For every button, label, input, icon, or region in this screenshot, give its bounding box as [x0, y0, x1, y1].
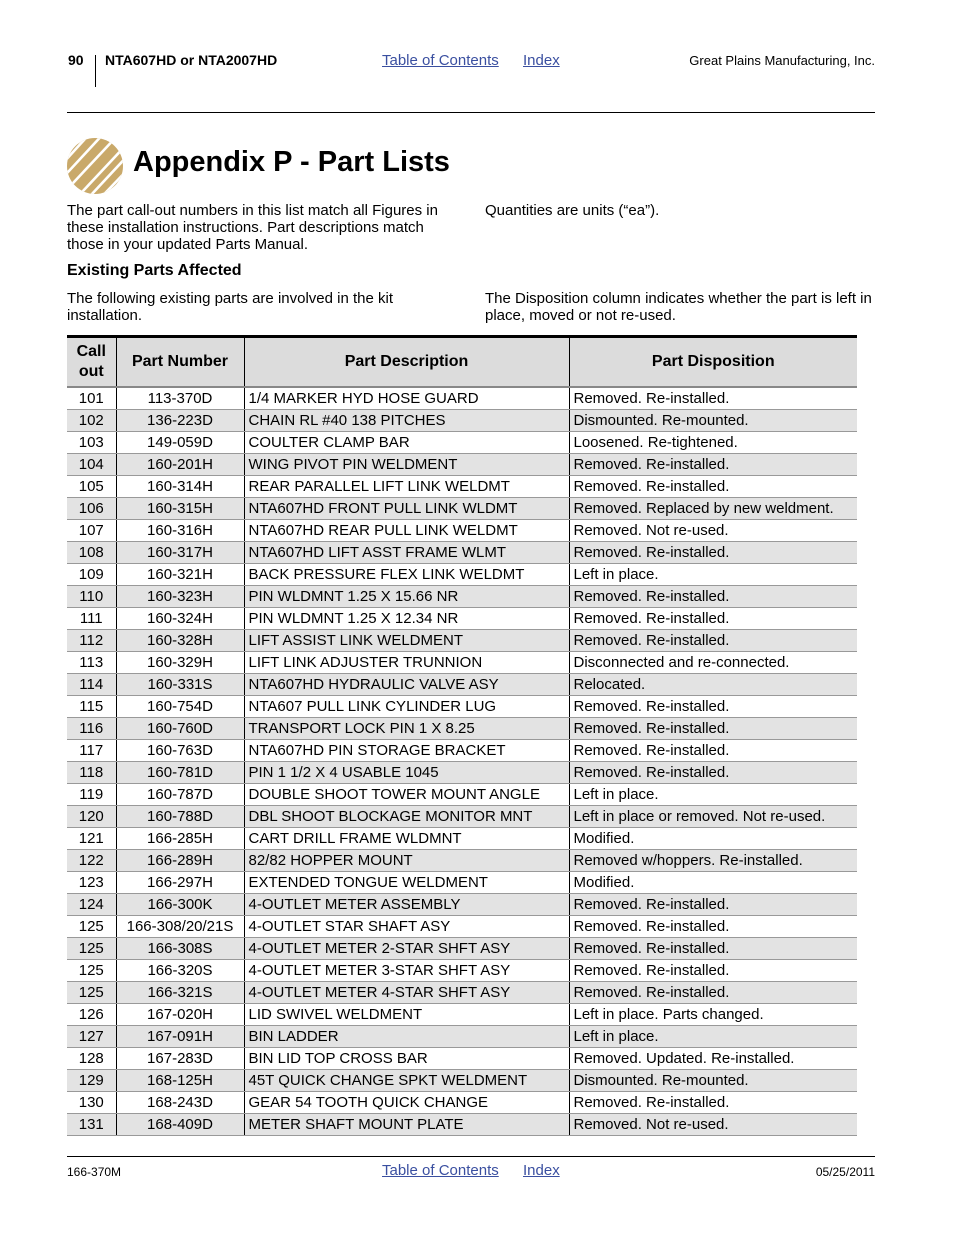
cell-part-number: 160-763D	[116, 740, 244, 762]
cell-part-number: 166-320S	[116, 960, 244, 982]
table-row	[67, 498, 857, 520]
cell-callout: 125	[67, 982, 116, 1004]
cell-part-number: 160-331S	[116, 674, 244, 696]
cell-description: 4-OUTLET METER 3-STAR SHFT ASY	[244, 960, 569, 982]
footer-rule	[67, 1156, 875, 1157]
table-row	[67, 1114, 857, 1136]
cell-part-number: 160-329H	[116, 652, 244, 674]
header-description: Part Description	[244, 337, 569, 388]
cell-disposition: Removed. Replaced by new weldment.	[569, 498, 857, 520]
table-row	[67, 696, 857, 718]
table-header-row	[67, 337, 857, 388]
cell-disposition: Disconnected and re-connected.	[569, 652, 857, 674]
cell-part-number: 149-059D	[116, 432, 244, 454]
table-row	[67, 387, 857, 410]
cell-callout: 122	[67, 850, 116, 872]
cell-disposition: Relocated.	[569, 674, 857, 696]
cell-description: TRANSPORT LOCK PIN 1 X 8.25	[244, 718, 569, 740]
cell-description: 4-OUTLET METER ASSEMBLY	[244, 894, 569, 916]
cell-disposition: Removed. Not re-used.	[569, 520, 857, 542]
cell-part-number: 160-317H	[116, 542, 244, 564]
cell-disposition: Removed. Re-installed.	[569, 586, 857, 608]
cell-disposition: Removed. Re-installed.	[569, 916, 857, 938]
table-row	[67, 806, 857, 828]
header-callout: Call out	[67, 337, 116, 388]
cell-callout: 102	[67, 410, 116, 432]
cell-disposition: Left in place or removed. Not re-used.	[569, 806, 857, 828]
cell-part-number: 160-754D	[116, 696, 244, 718]
header-rule	[67, 112, 875, 113]
cell-disposition: Removed. Re-installed.	[569, 740, 857, 762]
cell-callout: 110	[67, 586, 116, 608]
cell-callout: 112	[67, 630, 116, 652]
model-title: NTA607HD or NTA2007HD	[105, 52, 278, 68]
page-title: Appendix P - Part Lists	[133, 146, 450, 178]
cell-description: GEAR 54 TOOTH QUICK CHANGE	[244, 1092, 569, 1114]
cell-part-number: 160-323H	[116, 586, 244, 608]
cell-description: REAR PARALLEL LIFT LINK WELDMT	[244, 476, 569, 498]
cell-part-number: 113-370D	[116, 387, 244, 410]
cell-description: 45T QUICK CHANGE SPKT WELDMENT	[244, 1070, 569, 1092]
cell-disposition: Removed w/hoppers. Re-installed.	[569, 850, 857, 872]
cell-callout: 118	[67, 762, 116, 784]
cell-disposition: Removed. Re-installed.	[569, 454, 857, 476]
cell-disposition: Dismounted. Re-mounted.	[569, 410, 857, 432]
cell-description: NTA607HD PIN STORAGE BRACKET	[244, 740, 569, 762]
table-row	[67, 674, 857, 696]
cell-disposition: Removed. Re-installed.	[569, 960, 857, 982]
cell-disposition: Loosened. Re-tightened.	[569, 432, 857, 454]
cell-callout: 113	[67, 652, 116, 674]
cell-description: PIN WLDMNT 1.25 X 15.66 NR	[244, 586, 569, 608]
cell-part-number: 166-308/20/21S	[116, 916, 244, 938]
cell-disposition: Left in place.	[569, 784, 857, 806]
index-link-bottom[interactable]: Index	[523, 1162, 560, 1179]
cell-callout: 105	[67, 476, 116, 498]
cell-description: 1/4 MARKER HYD HOSE GUARD	[244, 387, 569, 410]
cell-callout: 108	[67, 542, 116, 564]
table-row	[67, 850, 857, 872]
toc-link-bottom[interactable]: Table of Contents	[382, 1162, 499, 1179]
table-row	[67, 960, 857, 982]
cell-disposition: Removed. Re-installed.	[569, 476, 857, 498]
cell-part-number: 166-300K	[116, 894, 244, 916]
table-row	[67, 630, 857, 652]
cell-part-number: 160-787D	[116, 784, 244, 806]
intro-left: The part call-out numbers in this list match all Figures in these installation instructions. Part descriptions match those in your updated Parts Manual.	[67, 202, 438, 253]
company-name: Great Plains Manufacturing, Inc.	[689, 53, 875, 68]
parts-table	[67, 335, 857, 1136]
cell-callout: 129	[67, 1070, 116, 1092]
cell-callout: 119	[67, 784, 116, 806]
table-row	[67, 784, 857, 806]
cell-description: LIFT ASSIST LINK WELDMENT	[244, 630, 569, 652]
table-row	[67, 652, 857, 674]
cell-disposition: Removed. Re-installed.	[569, 718, 857, 740]
cell-callout: 120	[67, 806, 116, 828]
cell-part-number: 160-781D	[116, 762, 244, 784]
cell-description: DOUBLE SHOOT TOWER MOUNT ANGLE	[244, 784, 569, 806]
table-row	[67, 938, 857, 960]
cell-part-number: 160-324H	[116, 608, 244, 630]
table-row	[67, 410, 857, 432]
cell-description: NTA607 PULL LINK CYLINDER LUG	[244, 696, 569, 718]
cell-callout: 128	[67, 1048, 116, 1070]
cell-disposition: Removed. Re-installed.	[569, 982, 857, 1004]
cell-callout: 106	[67, 498, 116, 520]
header-disposition: Part Disposition	[569, 337, 857, 388]
cell-part-number: 167-091H	[116, 1026, 244, 1048]
cell-callout: 121	[67, 828, 116, 850]
cell-part-number: 136-223D	[116, 410, 244, 432]
table-row	[67, 1048, 857, 1070]
cell-callout: 130	[67, 1092, 116, 1114]
cell-disposition: Removed. Re-installed.	[569, 938, 857, 960]
cell-callout: 116	[67, 718, 116, 740]
cell-description: NTA607HD REAR PULL LINK WELDMT	[244, 520, 569, 542]
table-row	[67, 608, 857, 630]
cell-callout: 104	[67, 454, 116, 476]
cell-description: PIN 1 1/2 X 4 USABLE 1045	[244, 762, 569, 784]
table-row	[67, 542, 857, 564]
table-row	[67, 916, 857, 938]
cell-disposition: Modified.	[569, 828, 857, 850]
cell-disposition: Removed. Re-installed.	[569, 894, 857, 916]
cell-disposition: Modified.	[569, 872, 857, 894]
cell-disposition: Removed. Re-installed.	[569, 696, 857, 718]
cell-description: PIN WLDMNT 1.25 X 12.34 NR	[244, 608, 569, 630]
table-row	[67, 476, 857, 498]
cell-description: WING PIVOT PIN WELDMENT	[244, 454, 569, 476]
intro-right: Quantities are units (“ea”).	[485, 202, 660, 219]
cell-disposition: Removed. Re-installed.	[569, 608, 857, 630]
table-row	[67, 454, 857, 476]
section-heading: Existing Parts Affected	[67, 262, 242, 279]
cell-part-number: 167-283D	[116, 1048, 244, 1070]
cell-callout: 117	[67, 740, 116, 762]
cell-disposition: Dismounted. Re-mounted.	[569, 1070, 857, 1092]
cell-disposition: Left in place.	[569, 1026, 857, 1048]
cell-description: METER SHAFT MOUNT PLATE	[244, 1114, 569, 1136]
cell-part-number: 160-788D	[116, 806, 244, 828]
cell-part-number: 167-020H	[116, 1004, 244, 1026]
cell-callout: 125	[67, 960, 116, 982]
footer-date: 05/25/2011	[815, 1165, 875, 1179]
cell-description: CART DRILL FRAME WLDMNT	[244, 828, 569, 850]
cell-callout: 125	[67, 916, 116, 938]
cell-callout: 131	[67, 1114, 116, 1136]
doc-number: 166-370M	[67, 1165, 122, 1179]
cell-callout: 111	[67, 608, 116, 630]
cell-callout: 101	[67, 387, 116, 410]
great-plains-logo-icon	[66, 137, 124, 195]
cell-disposition: Removed. Re-installed.	[569, 630, 857, 652]
cell-description: 82/82 HOPPER MOUNT	[244, 850, 569, 872]
cell-part-number: 160-760D	[116, 718, 244, 740]
cell-callout: 103	[67, 432, 116, 454]
cell-description: 4-OUTLET METER 2-STAR SHFT ASY	[244, 938, 569, 960]
toc-link-top[interactable]: Table of Contents	[382, 52, 499, 69]
table-row	[67, 1026, 857, 1048]
header-divider	[95, 55, 96, 87]
cell-part-number: 160-201H	[116, 454, 244, 476]
cell-disposition: Removed. Updated. Re-installed.	[569, 1048, 857, 1070]
cell-callout: 123	[67, 872, 116, 894]
cell-part-number: 168-243D	[116, 1092, 244, 1114]
header-part-number: Part Number	[116, 337, 244, 388]
cell-description: NTA607HD LIFT ASST FRAME WLMT	[244, 542, 569, 564]
cell-part-number: 160-314H	[116, 476, 244, 498]
cell-part-number: 166-308S	[116, 938, 244, 960]
cell-description: NTA607HD HYDRAULIC VALVE ASY	[244, 674, 569, 696]
table-row	[67, 1070, 857, 1092]
cell-disposition: Left in place.	[569, 564, 857, 586]
cell-description: COULTER CLAMP BAR	[244, 432, 569, 454]
cell-part-number: 160-315H	[116, 498, 244, 520]
cell-callout: 127	[67, 1026, 116, 1048]
cell-callout: 114	[67, 674, 116, 696]
cell-part-number: 160-328H	[116, 630, 244, 652]
cell-disposition: Removed. Re-installed.	[569, 387, 857, 410]
table-row	[67, 740, 857, 762]
section-right: The Disposition column indicates whether the part is left in place, moved or not re-used.	[485, 290, 872, 324]
cell-callout: 126	[67, 1004, 116, 1026]
page-number: 90	[68, 52, 84, 68]
table-row	[67, 1004, 857, 1026]
cell-callout: 124	[67, 894, 116, 916]
cell-part-number: 160-316H	[116, 520, 244, 542]
table-row	[67, 894, 857, 916]
cell-part-number: 166-321S	[116, 982, 244, 1004]
cell-part-number: 168-409D	[116, 1114, 244, 1136]
cell-part-number: 166-285H	[116, 828, 244, 850]
cell-description: BACK PRESSURE FLEX LINK WELDMT	[244, 564, 569, 586]
table-row	[67, 432, 857, 454]
cell-description: BIN LADDER	[244, 1026, 569, 1048]
table-row	[67, 762, 857, 784]
cell-disposition: Removed. Re-installed.	[569, 762, 857, 784]
cell-disposition: Removed. Re-installed.	[569, 542, 857, 564]
table-row	[67, 828, 857, 850]
cell-callout: 125	[67, 938, 116, 960]
cell-part-number: 166-289H	[116, 850, 244, 872]
cell-description: NTA607HD FRONT PULL LINK WLDMT	[244, 498, 569, 520]
cell-disposition: Removed. Re-installed.	[569, 1092, 857, 1114]
table-row	[67, 586, 857, 608]
cell-description: BIN LID TOP CROSS BAR	[244, 1048, 569, 1070]
cell-disposition: Left in place. Parts changed.	[569, 1004, 857, 1026]
cell-part-number: 166-297H	[116, 872, 244, 894]
cell-callout: 115	[67, 696, 116, 718]
cell-description: DBL SHOOT BLOCKAGE MONITOR MNT	[244, 806, 569, 828]
table-row	[67, 718, 857, 740]
table-row	[67, 520, 857, 542]
index-link-top[interactable]: Index	[523, 52, 560, 69]
section-left: The following existing parts are involved in the kit installation.	[67, 290, 394, 324]
cell-description: 4-OUTLET METER 4-STAR SHFT ASY	[244, 982, 569, 1004]
cell-description: LID SWIVEL WELDMENT	[244, 1004, 569, 1026]
table-row	[67, 1092, 857, 1114]
cell-part-number: 168-125H	[116, 1070, 244, 1092]
cell-part-number: 160-321H	[116, 564, 244, 586]
cell-description: 4-OUTLET STAR SHAFT ASY	[244, 916, 569, 938]
cell-callout: 109	[67, 564, 116, 586]
cell-description: EXTENDED TONGUE WELDMENT	[244, 872, 569, 894]
table-row	[67, 982, 857, 1004]
cell-disposition: Removed. Not re-used.	[569, 1114, 857, 1136]
cell-callout: 107	[67, 520, 116, 542]
cell-description: LIFT LINK ADJUSTER TRUNNION	[244, 652, 569, 674]
table-row	[67, 872, 857, 894]
cell-description: CHAIN RL #40 138 PITCHES	[244, 410, 569, 432]
table-row	[67, 564, 857, 586]
